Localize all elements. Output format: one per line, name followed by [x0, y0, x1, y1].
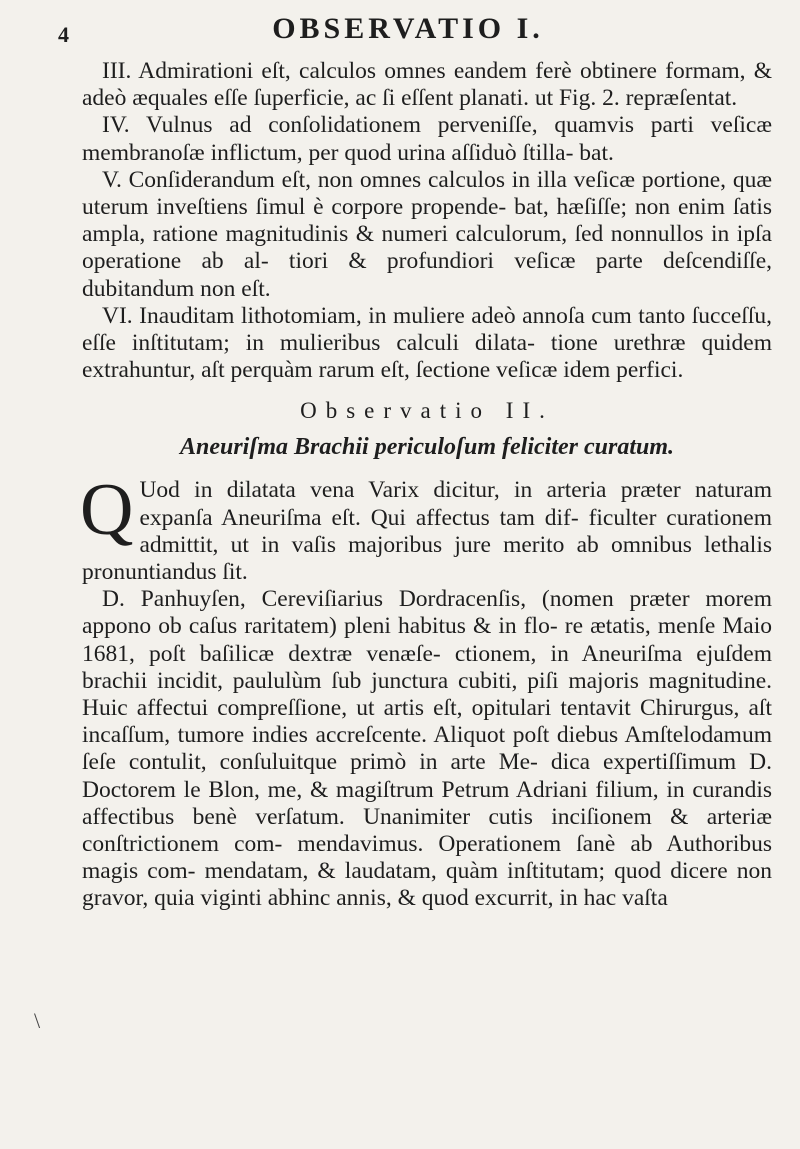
drop-cap: Q [80, 469, 134, 552]
paragraph-iv: IV. Vulnus ad conſolidationem perveniſſe, quamvis parti veſicæ membranoſæ inflictum, per quod urina aſſiduò ſtilla- bat. [82, 112, 772, 166]
margin-mark: \ [34, 1008, 41, 1033]
page-header [58, 12, 758, 52]
body-text [82, 58, 772, 913]
section-heading: Observatio II. [300, 398, 554, 424]
paragraph-iii: III. Admirationi eſt, calculos omnes eandem ferè obtinere formam, & adeò æquales eſſe ſuperficie, ac ſi eſſent planati. ut Fig. 2. repræſentat. [82, 58, 772, 112]
section-first-paragraph [80, 469, 772, 586]
section-second-paragraph: D. Panhuyſen, Cereviſiarius Dordracenſis, (nomen præter morem appono ob caſus raritatem) pleni habitus & in flo- re ætatis, menſe Maio 1681, poſt baſilicæ dextræ venæſe- ctionem, in Aneuriſma ejuſdem brachii incidit, paululùm ſub junctura cubiti, piſi majoris magnitudine. Huic affectui compreſſione, ut artis eſt, opitulari tentavit Chirurgus, aſt incaſſum, tumore indies accreſcente. Aliquot poſt diebus Amſtelodamum ſeſe contulit, conſuluitque primò in arte Me- dica expertiſſimum D. Doctorem le Blon, me, & magiſtrum Petrum Adriani filium, in curandis affectibus benè verſatum. Unanimiter cutis inciſionem & arteriæ conſtrictionem com- mendavimus. Operationem ſanè ab Authoribus magis com- mendatam, & laudatam, quàm inſtitutam; quod dicere non gravor, quia viginti abhinc annis, & quod excurrit, in hac vaſta [82, 586, 772, 912]
page-number: 4 [58, 22, 69, 47]
paragraph-vi: VI. Inauditam lithotomiam, in muliere adeò annoſa cum tanto ſucceſſu, eſſe inſtitutam; in mulieribus calculi dilata- tione urethræ quidem extrahuntur, aſt perquàm rarum eſt, ſectione veſicæ idem perfici. [82, 302, 772, 384]
section-subtitle: Aneuriſma Brachii periculoſum feliciter curatum. [179, 434, 675, 461]
running-head: OBSERVATIO I. [272, 12, 544, 45]
paragraph-v: V. Conſiderandum eſt, non omnes calculos in illa veſicæ portione, quæ uterum inveſtiens ſimul è corpore propende- bat, hæſiſſe; non enim ſatis ampla, ratione magnitudinis & numeri calculorum, ſed nonnullos in ipſa operatione ab al- tiori & profundiori veſicæ parte deſcendiſſe, dubitandum non eſt. [82, 166, 772, 302]
section-first-paragraph-text: Uod in dilatata vena Varix dicitur, in arteria præter naturam expanſa Aneuriſma eſt. Qui affectus tam dif- ficulter curationem admittit, ut in vaſis majoribus jure merito ab omnibus lethalis pronuntiandus ſit. [82, 477, 772, 586]
